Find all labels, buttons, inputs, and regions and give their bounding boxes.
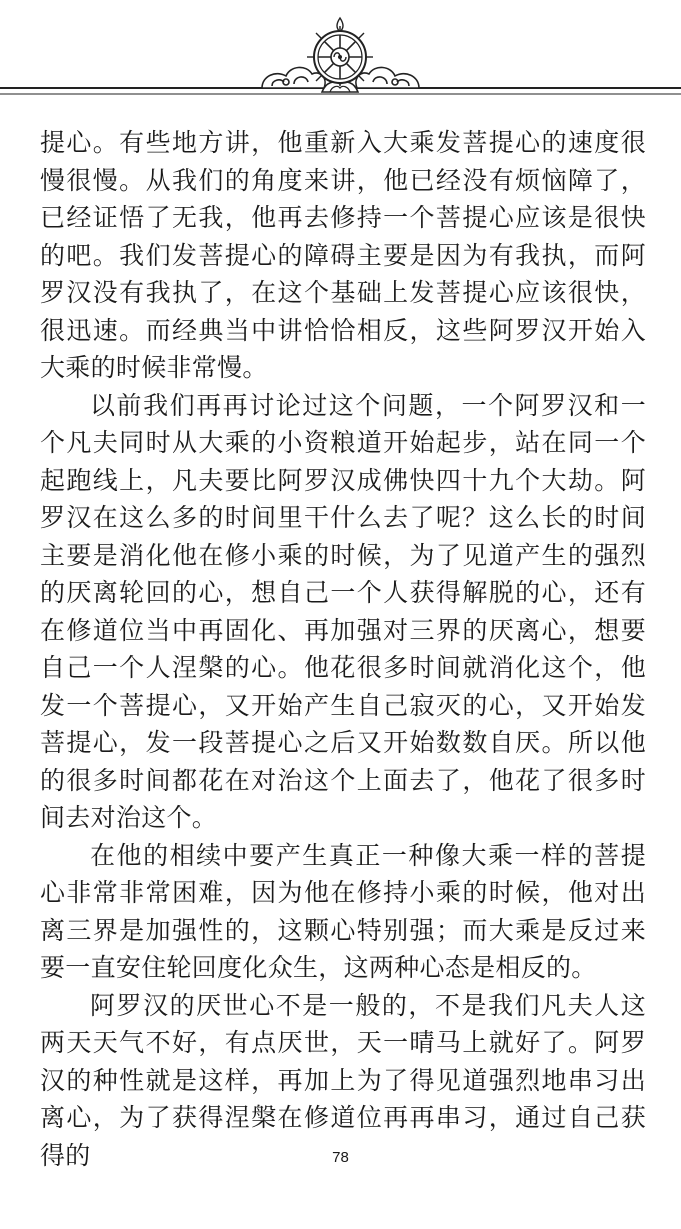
paragraph: 在他的相续中要产生真正一种像大乘一样的菩提心非常非常困难，因为他在修持小乘的时候，他对出离三界是加强性的，这颗心特别强；而大乘是反过来要一直安住轮回度化众生，这两种心态是相反的。 (40, 840, 646, 982)
page-number: 78 (332, 1149, 349, 1166)
header-ornament (0, 0, 681, 110)
paragraph: 阿罗汉的厌世心不是一般的，不是我们凡夫人这两天天气不好，有点厌世，天一晴马上就好了。阿罗汉的种性就是这样，再加上为了得见道强烈地串习出离心，为了获得涅槃在修道位再再串习，通过自己获得的 (40, 990, 646, 1170)
dharma-wheel-icon (307, 18, 373, 92)
cloud-scroll-icon (356, 67, 419, 88)
paragraph: 以前我们再再讨论过这个问题，一个阿罗汉和一个凡夫同时从大乘的小资粮道开始起步，站在同一个起跑线上，凡夫要比阿罗汉成佛快四十九个大劫。阿罗汉在这么多的时间里干什么去了呢？这么长的时间主要是消化他在修小乘的时候，为了见道产生的强烈的厌离轮回的心，想自己一个人获得解脱的心，还有在修道位当中再固化、再加强对三界的厌离心，想要自己一个人涅槃的心。他花很多时间就消化这个，他发一个菩提心，又开始产生自己寂灭的心，又开始发菩提心，发一段菩提心之后又开始数数自厌。所以他的很多时间都花在对治这个上面去了，他花了很多时间去对治这个。 (40, 390, 646, 832)
cloud-scroll-icon (262, 67, 325, 88)
page-body (40, 124, 646, 1174)
paragraph: 提心。有些地方讲，他重新入大乘发菩提心的速度很慢很慢。从我们的角度来讲，他已经没有烦恼障了，已经证悟了无我，他再去修持一个菩提心应该是很快的吧。我们发菩提心的障碍主要是因为有我执，而阿罗汉没有我执了，在这个基础上发菩提心应该很快，很迅速。而经典当中讲恰恰相反，这些阿罗汉开始入大乘的时候非常慢。 (40, 128, 646, 382)
